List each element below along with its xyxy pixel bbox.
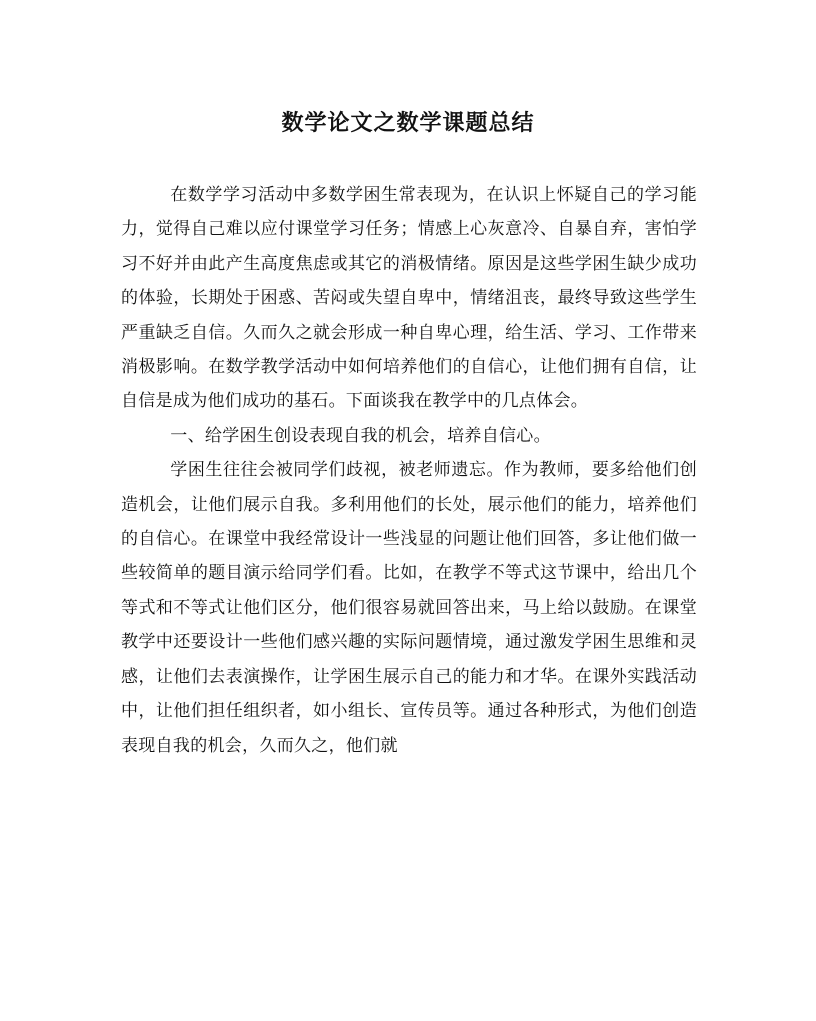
paragraph-intro: 在数学学习活动中多数学困生常表现为，在认识上怀疑自己的学习能力，觉得自己难以应付课堂学习任务；情感上心灰意冷、自暴自弃，害怕学习不好并由此产生高度焦虑或其它的消极情绪。原因是这些学困生缺少成功的体验，长期处于困惑、苦闷或失望自卑中，情绪沮丧，最终导致这些学生严重缺乏自信。久而久之就会形成一种自卑心理，给生活、学习、工作带来消极影响。在数学教学活动中如何培养他们的自信心，让他们拥有自信，让自信是成为他们成功的基石。下面谈我在教学中的几点体会。 <box>121 185 697 412</box>
paragraph-opportunities: 学困生往往会被同学们歧视，被老师遗忘。作为教师，要多给他们创造机会，让他们展示自我。多利用他们的长处，展示他们的能力，培养他们的自信心。在课堂中我经常设计一些浅显的问题让他们回答，多让他们做一些较简单的题目演示给同学们看。比如，在教学不等式这节课中，给出几个等式和不等式让他们区分，他们很容易就回答出来，马上给以鼓励。在课堂教学中还要设计一些他们感兴趣的实际问题情境，通过激发学困生思维和灵感，让他们去表演操作，让学困生展示自己的能力和才华。在课外实践活动中，让他们担任组织者，如小组长、宣传员等。通过各种形式，为他们创造表现自我的机会，久而久之，他们就 <box>121 460 697 756</box>
document-title: 数学论文之数学课题总结 <box>281 110 535 136</box>
paragraph-heading-one: 一、给学困生创设表现自我的机会，培养自信心。 <box>170 425 551 446</box>
document-body <box>121 178 697 763</box>
